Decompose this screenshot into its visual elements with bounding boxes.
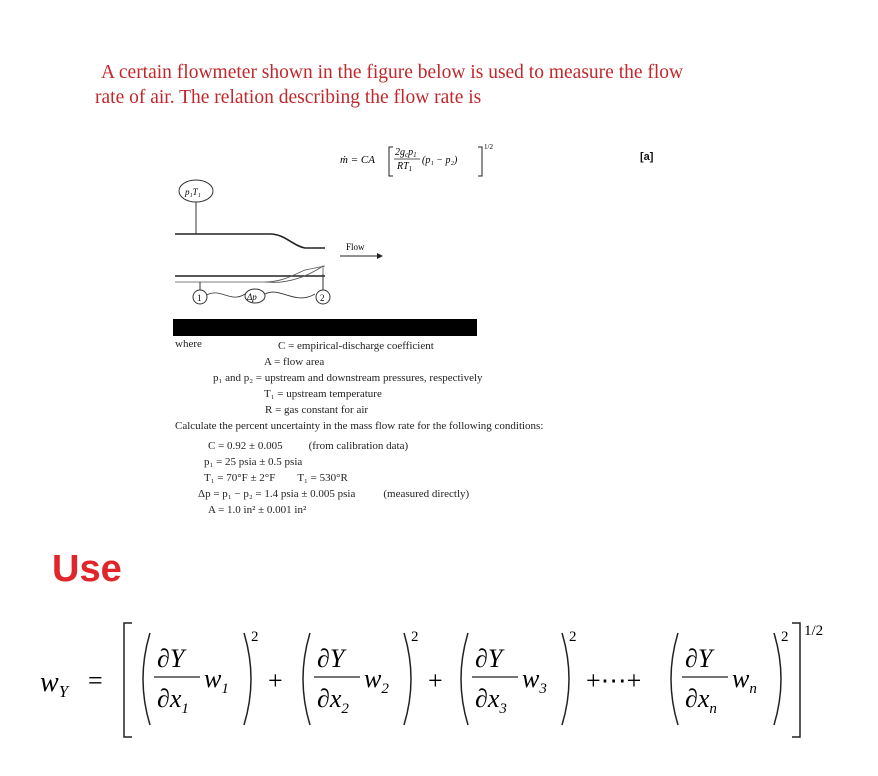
weight-2: $w_2$: [364, 664, 389, 697]
outer-right-bracket: [792, 623, 800, 737]
condition-row: Δp = p₁ − p₂ = 1.4 psia ± 0.005 psia (measured directly): [198, 488, 470, 500]
pipe-top-wall: [175, 234, 325, 248]
partial-den-2: $\partial x_2$: [317, 684, 349, 717]
formula-equals: =: [88, 666, 103, 695]
gauge-label: p₁T₁: [185, 187, 201, 197]
weight-1: $w_1$: [204, 664, 229, 697]
intro-paragraph: [95, 60, 795, 110]
square-n: 2: [781, 629, 789, 645]
instruction-text: Calculate the percent uncertainty in the mass flow rate for the following conditions:: [175, 420, 544, 432]
intro-line-2: rate of air. The relation describing the flow rate is: [95, 87, 482, 108]
partial-den-1: $\partial x_1$: [157, 684, 189, 717]
ellipsis: +⋯+: [586, 666, 642, 695]
square-2: 2: [411, 629, 419, 645]
definition-c: C = empirical-discharge coefficient: [278, 340, 434, 352]
plus-2: +: [428, 666, 443, 695]
weight-3: $w_3$: [522, 664, 547, 697]
partial-num-n: ∂Y: [685, 644, 713, 673]
formula-lhs: $w_Y$: [40, 667, 69, 701]
tap-2-label: 2: [320, 293, 325, 303]
definition-r: R = gas constant for air: [265, 404, 369, 416]
partial-num-3: ∂Y: [475, 644, 503, 673]
tap-1-label: 1: [197, 293, 202, 303]
condition-row: A = 1.0 in² ± 0.001 in²: [208, 504, 307, 516]
uncertainty-formula: [40, 615, 860, 760]
redaction-bar: [173, 319, 477, 336]
partial-num-1: ∂Y: [157, 644, 185, 673]
definition-a: A = flow area: [264, 356, 325, 368]
square-3: 2: [569, 629, 577, 645]
weight-n: $w_n$: [732, 664, 757, 697]
partial-num-2: ∂Y: [317, 644, 345, 673]
condition-row: T₁ = 70°F ± 2°F T₁ = 530°R: [204, 472, 348, 484]
equation-numerator: $2g_cp_1$: [395, 147, 417, 159]
square-1: 2: [251, 629, 259, 645]
intro-line-1: A certain flowmeter shown in the figure below is used to measure the flow: [101, 62, 684, 83]
partial-den-3: $\partial x_3$: [475, 684, 507, 717]
equation-lhs: ṁ = CA: [340, 154, 375, 166]
equation-label: [a]: [640, 151, 654, 163]
flow-label: Flow: [346, 242, 365, 252]
flow-rate-equation: [330, 138, 530, 180]
outer-left-bracket: [124, 623, 132, 737]
partial-den-n: $\partial x_n$: [685, 684, 717, 717]
flowmeter-figure: [165, 178, 415, 313]
use-heading: Use: [52, 548, 122, 590]
definition-t: T₁ = upstream temperature: [264, 388, 382, 400]
delta-p-label: Δp: [247, 292, 257, 302]
where-label: where: [175, 338, 202, 350]
conditions-list: [196, 438, 469, 518]
plus-1: +: [268, 666, 283, 695]
condition-row: p₁ = 25 psia ± 0.5 psia: [204, 456, 303, 468]
equation-denominator: $RT_1$: [397, 161, 413, 173]
condition-row: C = 0.92 ± 0.005 (from calibration data): [208, 440, 409, 452]
equation-difference: (p₁ − p₂): [422, 155, 458, 166]
definitions-list: [213, 338, 483, 418]
outer-exponent: 1/2: [804, 623, 824, 639]
definition-p: p₁ and p₂ = upstream and downstream pressures, respectively: [213, 372, 483, 384]
equation-exponent: 1/2: [484, 143, 493, 151]
